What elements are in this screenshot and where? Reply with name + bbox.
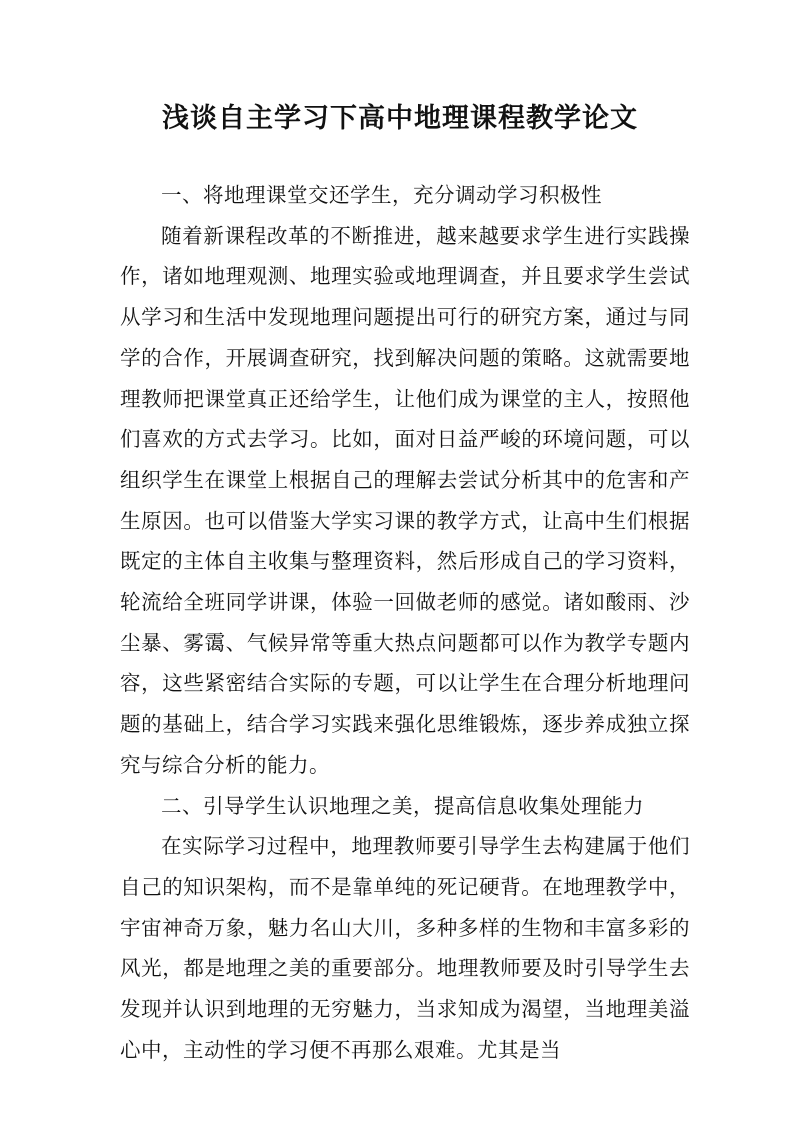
document-title: 浅谈自主学习下高中地理课程教学论文 <box>162 103 638 134</box>
section-paragraph-1: 随着新课程改革的不断推进，越来越要求学生进行实践操作，诸如地理观测、地理实验或地理调查，并且要求学生尝试从学习和生活中发现地理问题提出可行的研究方案，通过与同学的合作，开展调查研究，找到解决问题的策略。这就需要地理教师把课堂真正还给学生，让他们成为课堂的主人，按照他们喜欢的方式去学习。比如，面对日益严峻的环境问题，可以组织学生在课堂上根据自己的理解去尝试分析其中的危害和产生原因。也可以借鉴大学实习课的教学方式，让高中生们根据既定的主体自主收集与整理资料，然后形成自己的学习资料，轮流给全班同学讲课，体验一回做老师的感觉。诸如酸雨、沙尘暴、雾霭、气候异常等重大热点问题都可以作为教学专题内容，这些紧密结合实际的专题，可以让学生在合理分析地理问题的基础上，结合学习实践来强化思维锻炼，逐步养成独立探究与综合分析的能力。 <box>120 223 690 777</box>
document-body <box>120 175 690 1070</box>
section-heading-2: 二、引导学生认识地理之美，提高信息收集处理能力 <box>161 793 644 818</box>
section-paragraph-2: 在实际学习过程中，地理教师要引导学生去构建属于他们自己的知识架构，而不是靠单纯的死记硬背。在地理教学中，宇宙神奇万象，魅力名山大川，多种多样的生物和丰富多彩的风光，都是地理之美的重要部分。地理教师要及时引导学生去发现并认识到地理的无穷魅力，当求知成为渴望，当地理美溢心中，主动性的学习便不再那么艰难。尤其是当 <box>120 834 690 1062</box>
section-heading-1: 一、将地理课堂交还学生，充分调动学习积极性 <box>161 183 602 207</box>
